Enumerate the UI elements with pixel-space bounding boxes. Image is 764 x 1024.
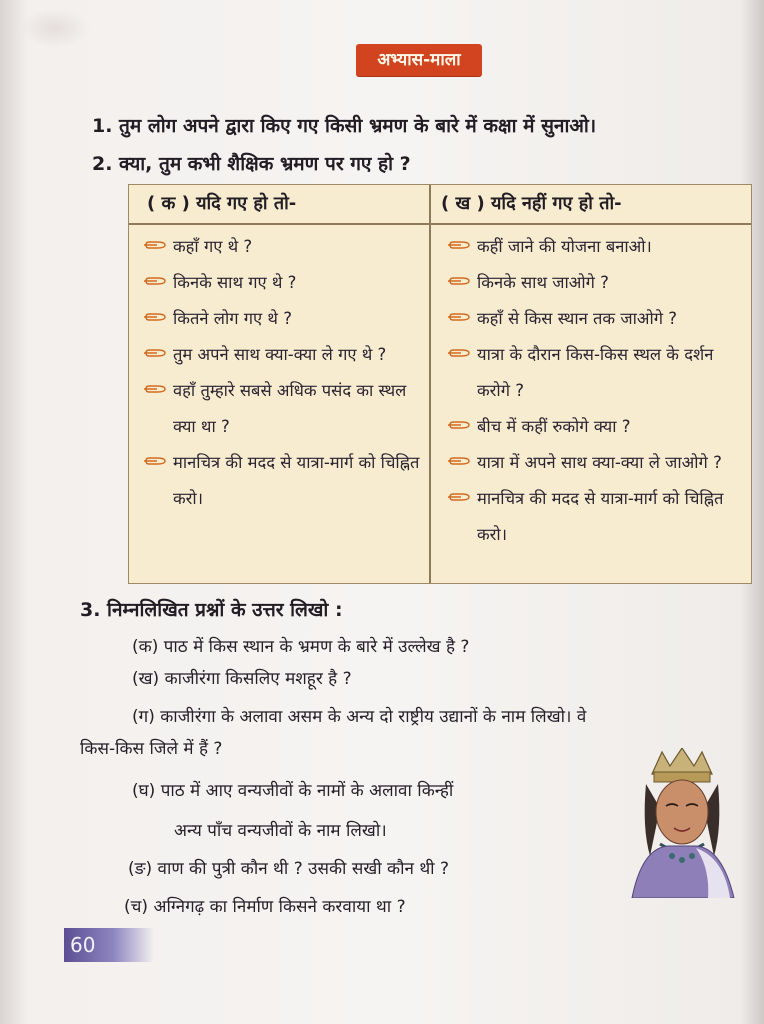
list-item xyxy=(141,301,425,337)
list-item xyxy=(141,445,425,517)
list-item-text: मानचित्र की मदद से यात्रा-मार्ग को चिह्नित करो। xyxy=(477,489,724,544)
list-item-text: यात्रा के दौरान किस-किस स्थल के दर्शन करोगे ? xyxy=(477,345,714,400)
section-badge: अभ्यास-माला xyxy=(356,44,482,76)
list-item-text: कितने लोग गए थे ? xyxy=(173,309,292,328)
table-header-divider xyxy=(129,223,751,225)
pointing-hand-icon xyxy=(143,238,167,252)
question-1: 1. तुम लोग अपने द्वारा किए गए किसी भ्रमण के बारे में कक्षा में सुनाओ। xyxy=(92,115,597,137)
page-number: 60 xyxy=(64,928,154,962)
pointing-hand-icon xyxy=(143,310,167,324)
list-item-text: मानचित्र की मदद से यात्रा-मार्ग को चिह्नित करो। xyxy=(173,453,420,508)
sub-question-nga: (ङ) वाण की पुत्री कौन थी ? उसकी सखी कौन थी ? xyxy=(128,859,450,879)
list-item xyxy=(445,337,747,409)
pointing-hand-icon xyxy=(447,418,471,432)
list-item-text: तुम अपने साथ क्या-क्या ले गए थे ? xyxy=(173,345,387,364)
princess-illustration xyxy=(612,748,752,898)
column-b-list xyxy=(445,229,747,553)
list-item-text: बीच में कहीं रुकोगे क्या ? xyxy=(477,417,631,436)
pointing-hand-icon xyxy=(143,346,167,360)
list-item-text: कहाँ से किस स्थान तक जाओगे ? xyxy=(477,309,678,328)
sub-question-ga-line1: (ग) काजीरंगा के अलावा असम के अन्य दो राष्ट्रीय उद्यानों के नाम लिखो। वे xyxy=(132,707,587,727)
sub-question-kha: (ख) काजीरंगा किसलिए मशहूर है ? xyxy=(132,669,352,689)
pointing-hand-icon xyxy=(143,382,167,396)
pointing-hand-icon xyxy=(447,238,471,252)
table-column-divider xyxy=(429,185,431,583)
pointing-hand-icon xyxy=(447,454,471,468)
list-item xyxy=(141,337,425,373)
pointing-hand-icon xyxy=(447,274,471,288)
list-item xyxy=(141,229,425,265)
list-item xyxy=(445,445,747,481)
pointing-hand-icon xyxy=(143,454,167,468)
list-item-text: किनके साथ गए थे ? xyxy=(173,273,297,292)
list-item xyxy=(141,373,425,445)
pointing-hand-icon xyxy=(447,346,471,360)
pointing-hand-icon xyxy=(447,490,471,504)
sub-question-gha-line2: अन्य पाँच वन्यजीवों के नाम लिखो। xyxy=(174,821,387,841)
pointing-hand-icon xyxy=(143,274,167,288)
list-item xyxy=(141,265,425,301)
list-item-text: कहाँ गए थे ? xyxy=(173,237,253,256)
sub-question-gha-line1: (घ) पाठ में आए वन्यजीवों के नामों के अलावा किन्हीं xyxy=(132,781,454,801)
list-item-text: किनके साथ जाओगे ? xyxy=(477,273,609,292)
question-2: 2. क्या, तुम कभी शैक्षिक भ्रमण पर गए हो ? xyxy=(92,153,411,175)
sub-question-ka: (क) पाठ में किस स्थान के भ्रमण के बारे में उल्लेख है ? xyxy=(132,637,470,657)
list-item xyxy=(445,301,747,337)
column-a-list xyxy=(141,229,425,517)
page-smudge xyxy=(20,8,90,48)
column-a-header: ( क ) यदि गए हो तो- xyxy=(147,193,297,214)
list-item-text: वहाँ तुम्हारे सबसे अधिक पसंद का स्थल क्या था ? xyxy=(173,381,407,436)
list-item-text: कहीं जाने की योजना बनाओ। xyxy=(477,237,652,256)
list-item xyxy=(445,265,747,301)
sub-question-ga-line2: किस-किस जिले में हैं ? xyxy=(80,739,223,759)
sub-question-cha: (च) अग्निगढ़ का निर्माण किसने करवाया था ? xyxy=(124,897,406,917)
question-3: 3. निम्नलिखित प्रश्नों के उत्तर लिखो : xyxy=(80,599,343,621)
list-item-text: यात्रा में अपने साथ क्या-क्या ले जाओगे ? xyxy=(477,453,722,472)
column-b-header: ( ख ) यदि नहीं गए हो तो- xyxy=(441,193,622,214)
pointing-hand-icon xyxy=(447,310,471,324)
excursion-table xyxy=(128,184,752,584)
list-item xyxy=(445,481,747,553)
list-item xyxy=(445,409,747,445)
list-item xyxy=(445,229,747,265)
